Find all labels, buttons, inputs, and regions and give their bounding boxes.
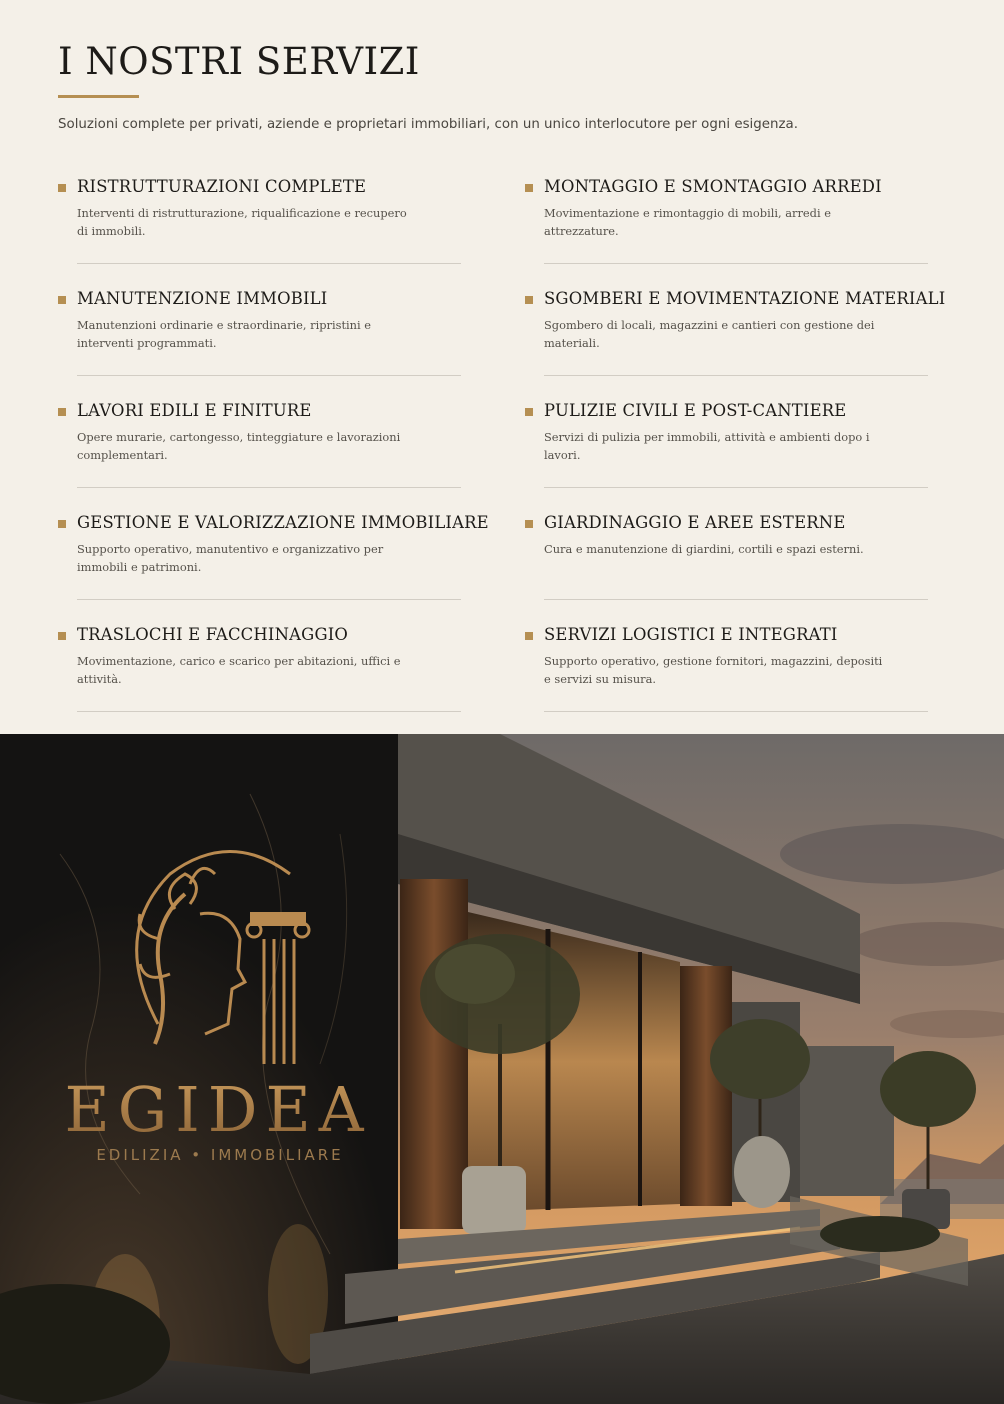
brand-name: EGIDEA — [64, 1073, 372, 1146]
divider — [77, 711, 461, 712]
title-underline — [58, 95, 139, 98]
service-title: SERVIZI LOGISTICI E INTEGRATI — [544, 625, 838, 644]
service-title: GESTIONE E VALORIZZAZIONE IMMOBILIARE — [77, 513, 489, 532]
divider — [544, 711, 928, 712]
brand-tagline: EDILIZIA • IMMOBILIARE — [96, 1146, 344, 1164]
service-title: MANUTENZIONE IMMOBILI — [77, 289, 328, 308]
service-description: Sgombero di locali, magazzini e cantieri con gestione dei materiali. — [544, 318, 875, 350]
divider — [77, 599, 461, 600]
service-description: Movimentazione e rimontaggio di mobili, arredi e attrezzature. — [544, 206, 831, 238]
service-title: PULIZIE CIVILI E POST-CANTIERE — [544, 401, 847, 420]
service-title: RISTRUTTURAZIONI COMPLETE — [77, 177, 367, 196]
square-bullet-icon — [525, 184, 533, 192]
square-bullet-icon — [58, 520, 66, 528]
service-title: MONTAGGIO E SMONTAGGIO ARREDI — [544, 177, 882, 196]
square-bullet-icon — [525, 632, 533, 640]
divider — [544, 263, 928, 264]
service-description: Movimentazione, carico e scarico per abitazioni, uffici e attività. — [77, 654, 401, 686]
page-title: I NOSTRI SERVIZI — [58, 40, 420, 83]
service-description: Supporto operativo, gestione fornitori, magazzini, depositi e servizi su misura. — [544, 654, 883, 686]
service-description: Supporto operativo, manutentivo e organizzativo per immobili e patrimoni. — [77, 542, 384, 574]
divider — [77, 375, 461, 376]
service-title: SGOMBERI E MOVIMENTAZIONE MATERIALI — [544, 289, 946, 308]
service-title: TRASLOCHI E FACCHINAGGIO — [77, 625, 349, 644]
divider — [77, 487, 461, 488]
service-title: GIARDINAGGIO E AREE ESTERNE — [544, 513, 846, 532]
square-bullet-icon — [58, 408, 66, 416]
square-bullet-icon — [525, 520, 533, 528]
hero-photo — [0, 734, 1004, 1404]
square-bullet-icon — [58, 184, 66, 192]
square-bullet-icon — [58, 296, 66, 304]
service-description: Opere murarie, cartongesso, tinteggiature e lavorazioni complementari. — [77, 430, 401, 462]
service-description: Interventi di ristrutturazione, riqualificazione e recupero di immobili. — [77, 206, 407, 238]
square-bullet-icon — [525, 296, 533, 304]
divider — [77, 263, 461, 264]
square-bullet-icon — [525, 408, 533, 416]
service-description: Manutenzioni ordinarie e straordinarie, ripristini e interventi programmati. — [77, 318, 372, 350]
square-bullet-icon — [58, 632, 66, 640]
divider — [544, 375, 928, 376]
divider — [544, 599, 928, 600]
building-exterior-illustration — [0, 734, 1004, 1404]
divider — [544, 487, 928, 488]
service-description: Servizi di pulizia per immobili, attività e ambienti dopo i lavori. — [544, 430, 870, 462]
section-intro: Soluzioni complete per privati, aziende e proprietari immobiliari, con un unico interlocutore per ogni esigenza. — [58, 117, 798, 132]
service-description: Cura e manutenzione di giardini, cortili e spazi esterni. — [544, 542, 864, 556]
service-title: LAVORI EDILI E FINITURE — [77, 401, 312, 420]
